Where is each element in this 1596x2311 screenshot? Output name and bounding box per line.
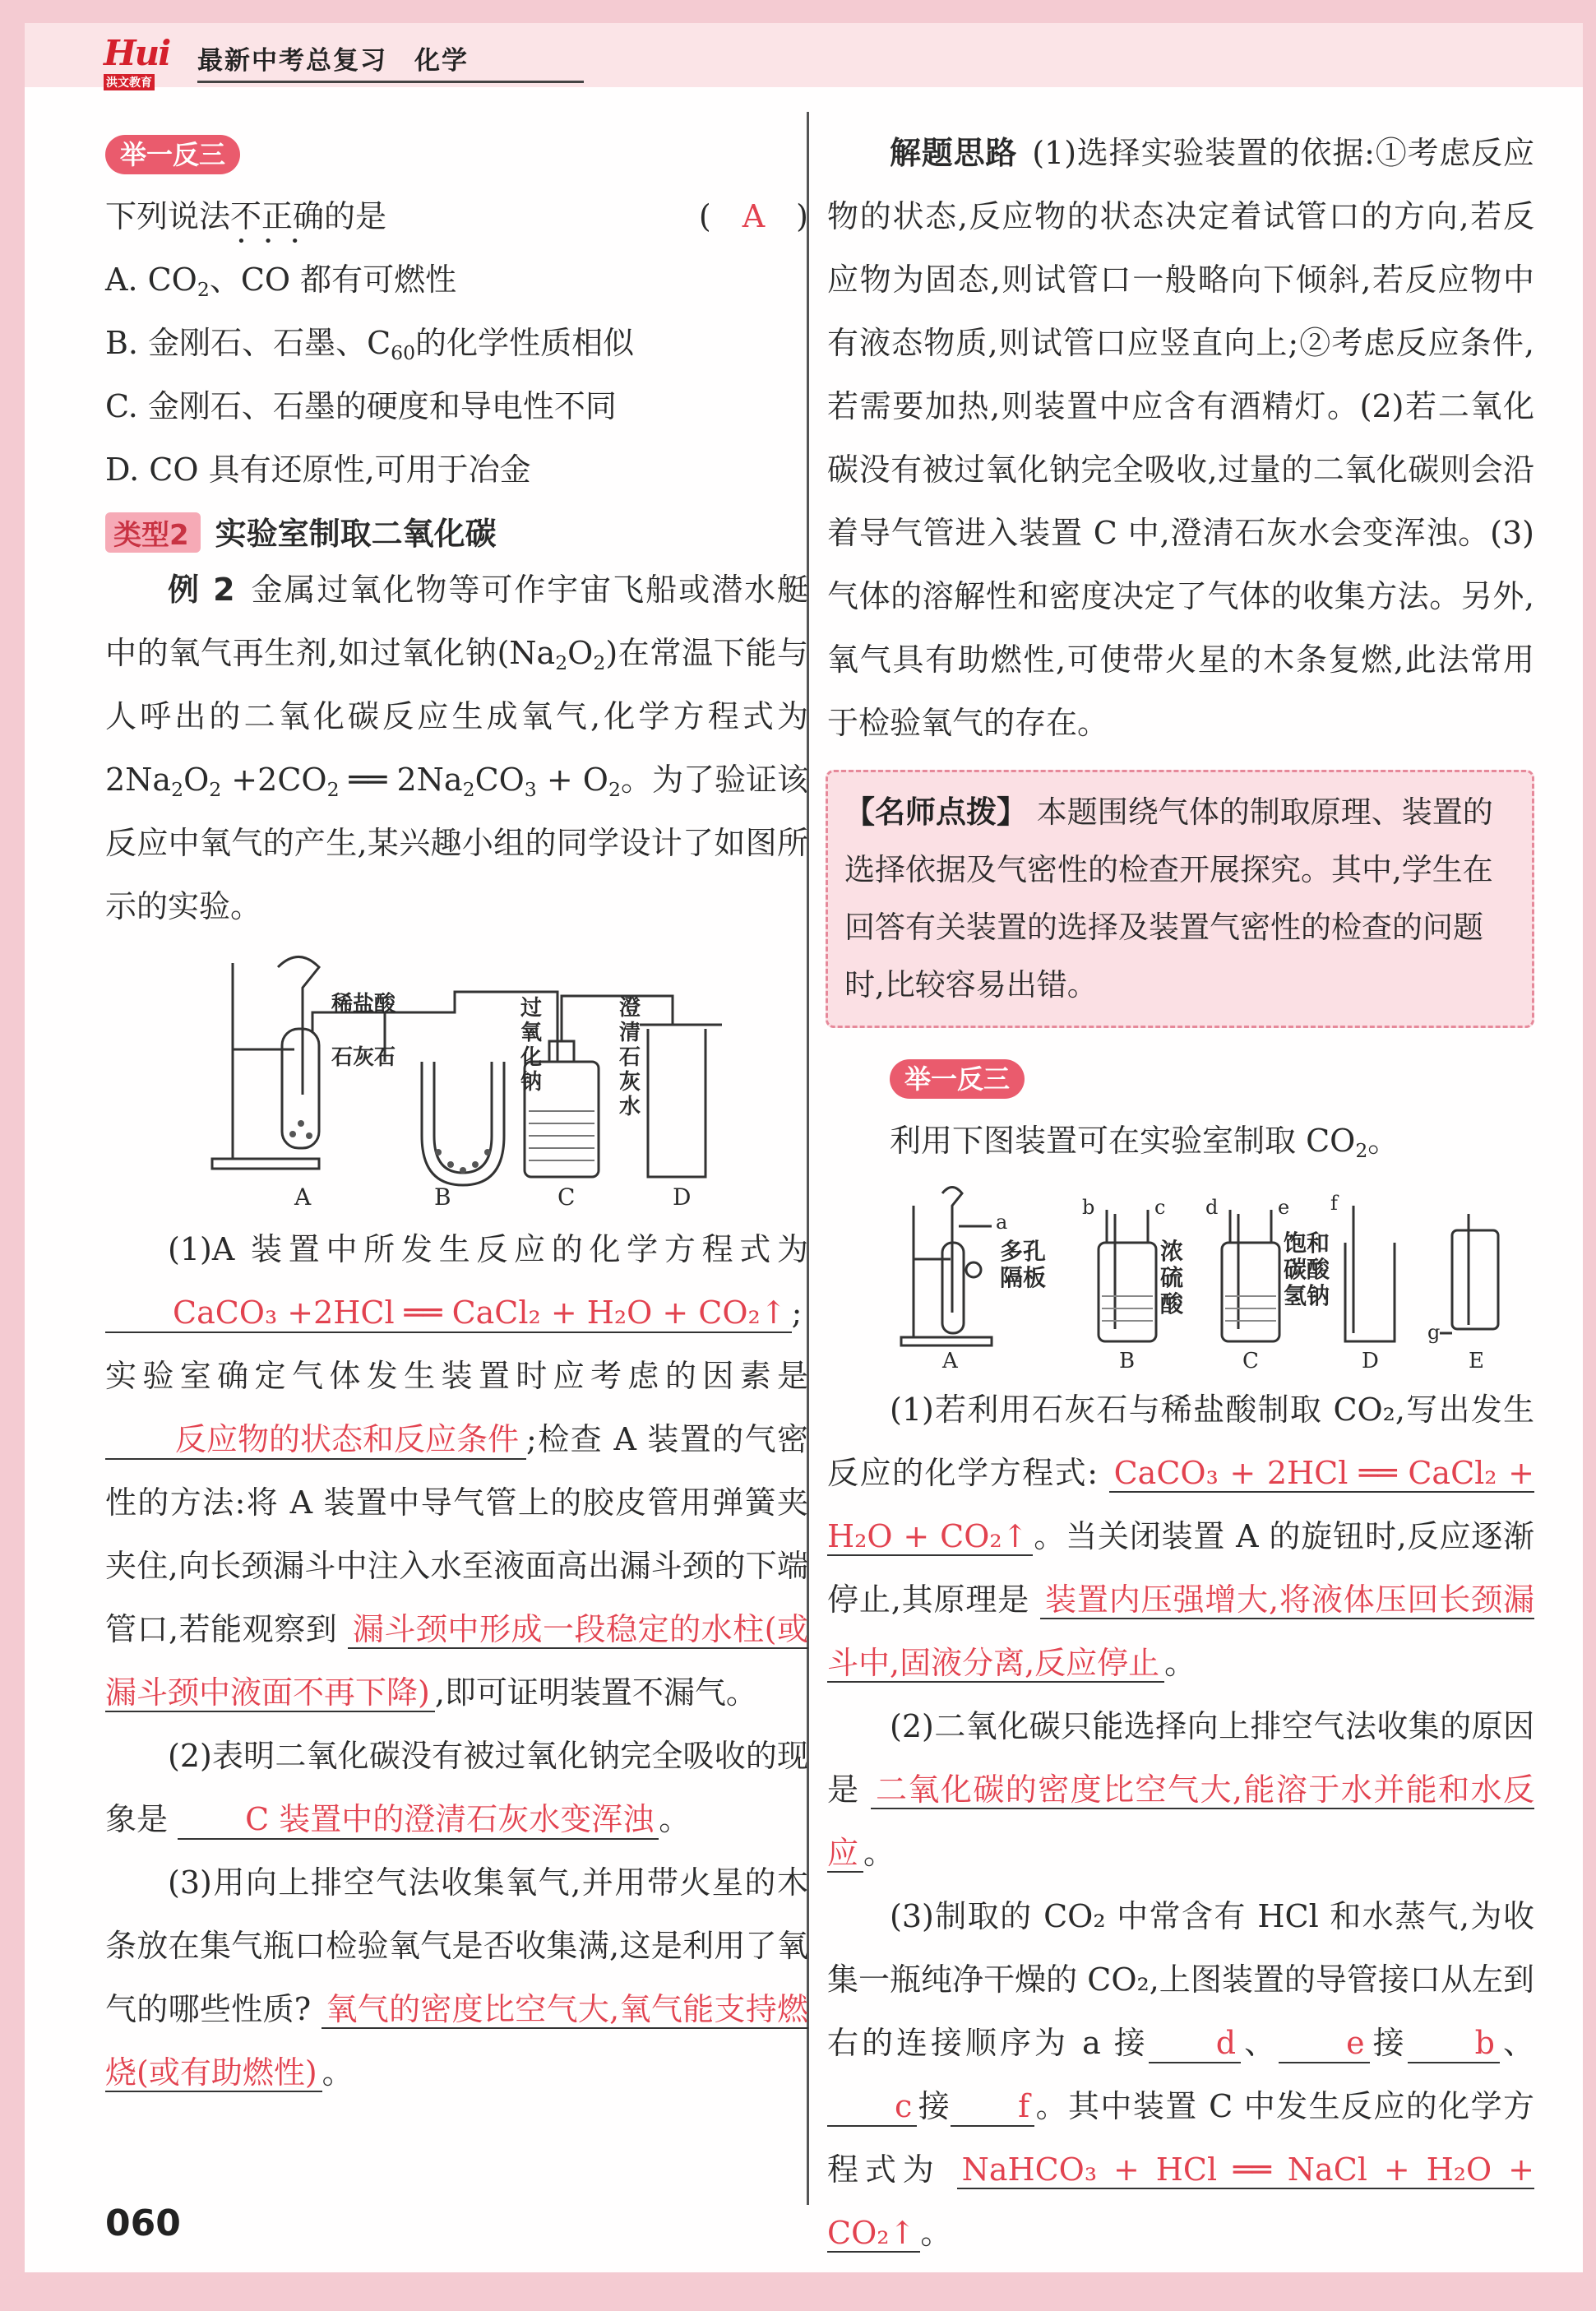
funnel-a — [942, 1188, 962, 1313]
teacher-tip-box — [826, 770, 1534, 1028]
apparatus-figure-2 — [827, 1181, 1534, 1378]
right-q3 — [827, 1885, 1534, 2265]
option-b-sub: 60 — [391, 341, 416, 365]
stand-base-a — [901, 1337, 992, 1345]
label-limewater: 澄清石灰水 — [619, 996, 641, 1119]
letter-d: D — [673, 1183, 692, 1211]
example-part: O — [183, 762, 210, 798]
q3-answer: 氧气的密度比空气大,氧气能支持燃烧(或有助燃性) — [105, 1991, 808, 2091]
label-sat-bicarbonate: 饱和碳酸氢钠 — [1284, 1230, 1330, 1309]
letter-b2: B — [1119, 1349, 1136, 1373]
rq3-text: (3)制取的 CO₂ 中常含有 HCl 和水蒸气,为收集一瓶纯净干燥的 CO₂,上图装置的导管接口从左到右的连接顺序为 a 接 — [827, 1898, 1534, 2061]
option-b — [105, 312, 808, 375]
example-part: O — [567, 635, 594, 671]
bottom-border — [25, 2272, 1583, 2281]
example-part: +2CO — [221, 762, 327, 798]
rq1-text-2: 。当关闭装置 A 的旋钮时,反应逐渐停止,其原理是 — [827, 1518, 1535, 1618]
label-conc-sulfuric: 浓硫酸 — [1160, 1238, 1184, 1318]
rq3-joiner: 接 — [1369, 2025, 1408, 2061]
publisher-logo — [104, 33, 170, 90]
letter-a2: A — [942, 1349, 958, 1373]
workbook-page — [25, 23, 1583, 2281]
rq3-joiner: 、 — [1499, 2025, 1534, 2061]
stem-text: 下列说法 — [105, 198, 231, 234]
q1-answer-factors: 反应物的状态和反应条件 — [105, 1420, 526, 1460]
page-header — [25, 23, 1583, 90]
example-part: 金属过氧化物等可作宇宙飞船或潜水艇中的氧气再生剂,如过氧化钠(Na — [105, 572, 808, 671]
section-title: 实验室制取二氧化碳 — [215, 516, 497, 552]
emphasis-word: 不正确 — [230, 198, 325, 234]
jar-e — [1452, 1230, 1498, 1329]
stem-text-end: 的是 — [324, 198, 387, 234]
intro-text: 利用下图装置可在实验室制取 CO — [890, 1123, 1356, 1159]
right-column — [827, 122, 1534, 2265]
left-q1 — [105, 1218, 808, 1725]
q3-end: 。 — [322, 2054, 354, 2091]
port-d: d — [1205, 1196, 1219, 1219]
option-a-text: A. CO — [105, 262, 197, 298]
apparatus-drawing-1 — [138, 947, 763, 1218]
letter-d2: D — [1362, 1349, 1379, 1373]
right-q1 — [827, 1378, 1534, 1695]
question-stem — [105, 185, 808, 248]
rq3-blank-2: e — [1279, 2024, 1370, 2063]
option-d: D. CO 具有还原性,可用于冶金 — [105, 452, 531, 488]
answer-bracket: ( A ) — [698, 198, 808, 234]
example-part: CO — [474, 762, 525, 798]
q1-text: (1)A 装置中所发生反应的化学方程式为 — [168, 1231, 808, 1267]
example-text: 例 2 金属过氧化物等可作宇宙飞船或潜水艇中的氧气再生剂,如过氧化钠$(Na_2O_2)$在常温下能与人呼出的二氧化碳反应生成氧气,化学方程式为 $2Na_2O_2 +2CO_2$ ══ $2Na_2CO_3 + O_2$。为了验证该反应中氧气的产生,某兴趣小组的同学设计了如图所示的实验。 — [105, 572, 809, 924]
analysis-label: 解题思路 — [890, 135, 1018, 171]
rq2-answer: 二氧化碳的密度比空气大,能溶于水并能和水反应 — [827, 1771, 1534, 1871]
letter-b: B — [434, 1183, 451, 1211]
rq2-text: (2)二氧化碳只能选择向上排空气法收集的原因是 — [827, 1708, 1534, 1808]
rq3-blank-5: f — [951, 2087, 1034, 2127]
intro-end: 。 — [1367, 1123, 1399, 1159]
letter-e2: E — [1469, 1349, 1484, 1373]
rq3-joiner: 接 — [917, 2088, 951, 2124]
book-title: 最新中考总复习 化学 — [197, 46, 469, 76]
q1-text-2: ;实验室确定气体发生装置时应考虑的因素是 — [105, 1294, 808, 1394]
rq3-joiner: 、 — [1241, 2025, 1279, 2061]
q1-answer-equation: CaCO₃ +2HCl ══ CaCl₂ + H₂O + CO₂↑ — [105, 1294, 792, 1333]
publisher-name: 洪文教育 — [104, 74, 155, 90]
example-part: 。为了验证该反应中氧气的产生,某兴趣小组的同学设计了如图所示的实验。 — [105, 762, 808, 924]
left-q2 — [105, 1725, 808, 1851]
option-a-rest: 、CO 都有可燃性 — [209, 262, 457, 298]
letter-c: C — [557, 1183, 576, 1211]
rq3-text-2: 。其中装置 C 中发生反应的化学方程式为 — [827, 2088, 1534, 2188]
q1-text-3: ;检查 A 装置的气密性的方法:将 A 装置中导气管上的胶皮管用弹簧夹夹住,向长颈漏斗中注入水至液面高出漏斗颈的下端管口,若能观察到 — [105, 1421, 808, 1647]
teacher-tip-text: 本题围绕气体的制取原理、装置的选择依据及气密性的检查开展探究。其中,学生在回答有关装置的选择及装置气密性的检查的问题时,比较容易出错。 — [844, 794, 1493, 1003]
option-c: C. 金刚石、石墨的硬度和导电性不同 — [105, 388, 617, 424]
left-column — [105, 122, 808, 2105]
emphasis-text — [230, 198, 325, 250]
rq2-end: 。 — [863, 1835, 895, 1871]
option-a — [105, 248, 808, 312]
label-sodium-peroxide: 过氧化钠 — [520, 996, 543, 1095]
gas-jar-d — [648, 1029, 705, 1177]
letter-a: A — [294, 1183, 312, 1211]
example-part: )在常温下能与人呼出的二氧化碳反应生成氧气,化学方程式为 2Na — [105, 635, 809, 798]
example-label: 例 2 — [168, 572, 235, 608]
label-limestone: 石灰石 — [331, 1045, 396, 1070]
rq3-answer-equation: NaHCO₃ + HCl ══ NaCl + H₂O + CO₂↑ — [827, 2151, 1534, 2251]
rq3-blank-1: d — [1149, 2024, 1241, 2063]
rq1-end: 。 — [1164, 1645, 1196, 1681]
porous-plate-marker — [966, 1262, 981, 1277]
q1-answer-airtight: 漏斗颈中形成一段稳定的水柱(或漏斗颈中液面不再下降) — [105, 1611, 808, 1711]
port-a: a — [996, 1211, 1008, 1234]
choice-answer: A — [742, 198, 766, 234]
label-dilute-hcl: 稀盐酸 — [331, 992, 396, 1017]
port-g: g — [1427, 1321, 1441, 1344]
analysis-text: (1)选择实验装置的依据:①考虑反应物的状态,反应物的状态决定着试管口的方向,若反应物为固态,则试管口一般略向下倾斜,若反应物中有液态物质,则试管口应竖直向上;②考虑反应条件,若需要加热,则装置中应含有酒精灯。(2)若二氧化碳没有被过氧化钠完全吸收,过量的二氧化碳则会沿着导气管进入装置 C 中,澄清石灰水会变浑浊。(3)气体的溶解性和密度决定了气体的收集方法。另外,氧气具有助燃性,可使带火星的木条复燃,此法常用于检验氧气的存在。 — [827, 135, 1534, 741]
example-part: + O — [536, 762, 608, 798]
u-tube-b — [385, 1012, 492, 1173]
stand-base — [212, 1159, 319, 1169]
title-underline — [197, 81, 584, 83]
left-q3 — [105, 1851, 808, 2105]
q2-text: (2)表明二氧化碳没有被过氧化钠完全吸收的现象是 — [105, 1738, 808, 1837]
q1-text-4: ,即可证明装置不漏气。 — [434, 1674, 757, 1711]
option-a-sub: 2 — [197, 278, 210, 302]
example-part: ══ 2Na — [339, 762, 463, 798]
practice2-intro — [827, 1109, 1534, 1173]
port-c: c — [1154, 1196, 1166, 1219]
bottle-c — [1222, 1243, 1279, 1341]
rq3-blank-3: b — [1408, 2024, 1500, 2063]
bottle-b — [1099, 1243, 1156, 1341]
practice-tag: 举一反三 — [105, 135, 240, 174]
rq1-answer-principle: 装置内压强增大,将液体压回长颈漏斗中,固液分离,反应停止 — [827, 1582, 1534, 1681]
rq1-text: (1)若利用石灰石与稀盐酸制取 CO₂,写出发生反应的化学方程式: — [827, 1392, 1534, 1491]
q3-text: (3)用向上排空气法收集氧气,并用带火星的木条放在集气瓶口检验氧气是否收集满,这是利用了氧气的哪些性质? — [105, 1864, 808, 2027]
practice-tag-2: 举一反三 — [890, 1059, 1025, 1099]
brand-mark: Hui — [104, 33, 170, 73]
port-b: b — [1082, 1196, 1095, 1219]
rq3-end: 。 — [920, 2215, 952, 2251]
teacher-tip-label: 【名师点拨】 — [844, 794, 1027, 830]
page-number: 060 — [105, 2202, 181, 2244]
option-b-rest: 的化学性质相似 — [415, 325, 635, 361]
analysis-paragraph — [827, 122, 1534, 755]
label-porous-plate: 多孔隔板 — [1000, 1238, 1047, 1291]
port-e: e — [1278, 1196, 1290, 1219]
connector-c-d — [562, 996, 673, 1041]
emphasis-dots: ••• — [237, 233, 317, 250]
port-f: f — [1330, 1192, 1338, 1215]
option-b-text: B. 金刚石、石墨、C — [105, 325, 391, 361]
intro-sub: 2 — [1355, 1139, 1368, 1163]
bottle-b-tubes — [1107, 1210, 1148, 1329]
section-heading — [105, 508, 808, 553]
rq3-blank-4: c — [827, 2087, 917, 2127]
test-tube-a — [282, 1029, 319, 1148]
apparatus-figure-1 — [105, 947, 808, 1218]
q2-end: 。 — [659, 1801, 691, 1837]
right-q2 — [827, 1695, 1534, 1885]
section-label: 类型2 — [105, 512, 201, 553]
q2-answer: C 装置中的澄清石灰水变浑浊 — [178, 1800, 659, 1840]
bottle-c-neck — [549, 1041, 574, 1062]
bottle-c-tubes — [1230, 1210, 1271, 1329]
letter-c2: C — [1242, 1349, 1259, 1373]
rq1-answer-equation: CaCO₃ + 2HCl ══ CaCl₂ + H₂O + CO₂↑ — [827, 1455, 1534, 1554]
